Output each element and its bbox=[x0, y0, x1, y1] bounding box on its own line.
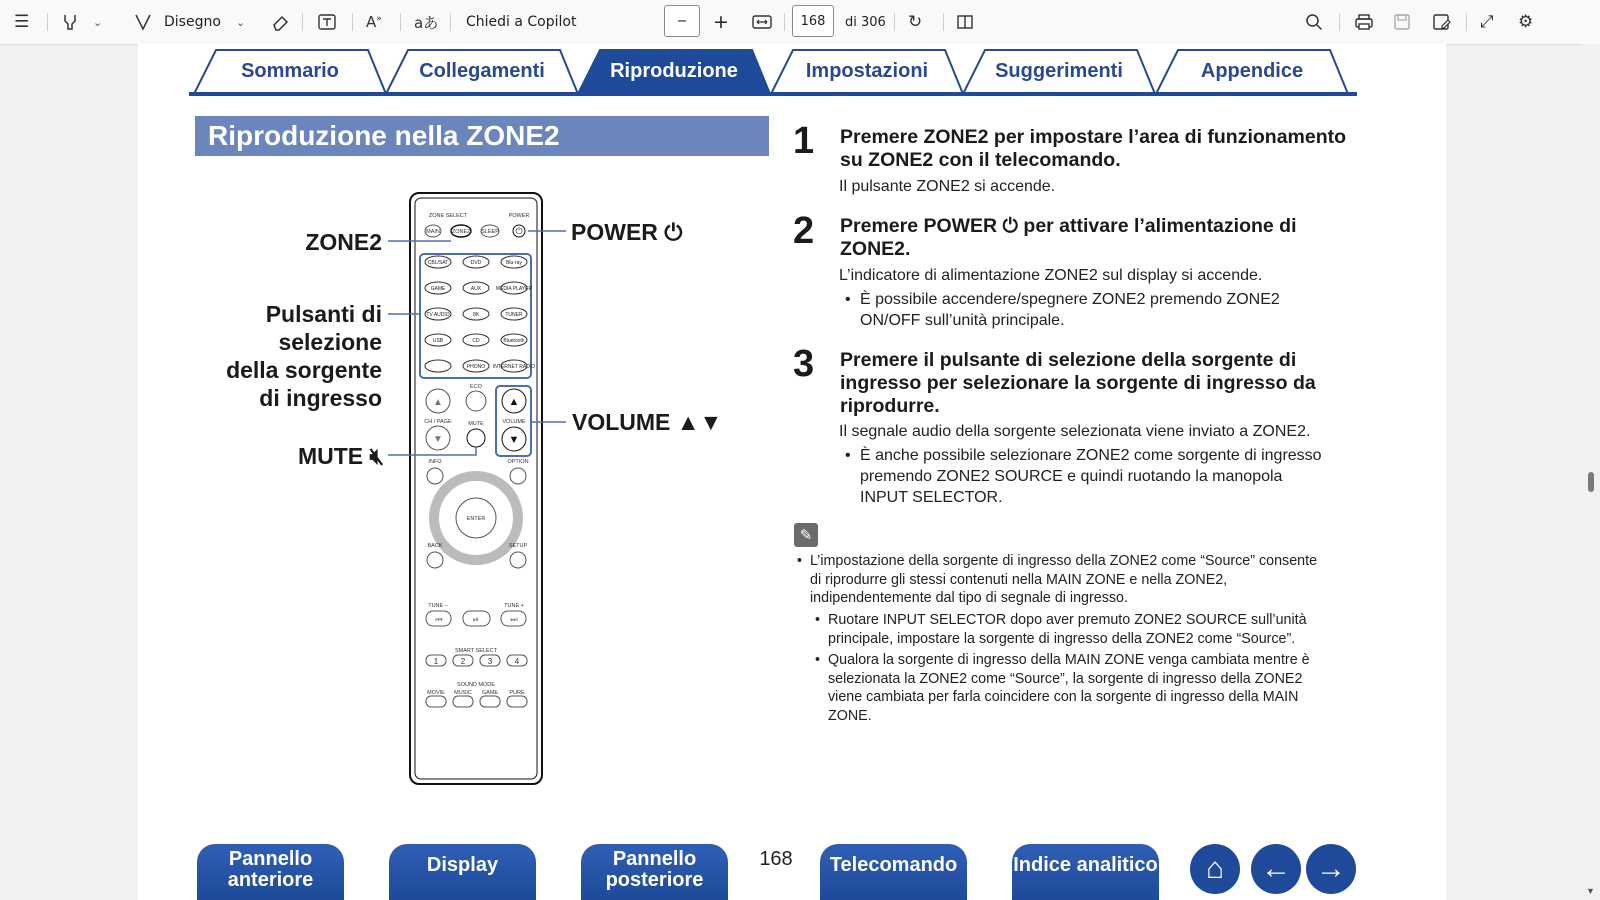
remote-setup-label: SETUP bbox=[508, 543, 528, 549]
note-line: • L’impostazione della sorgente di ingresso della ZONE2 come “Source” consente bbox=[810, 553, 1318, 569]
toolbar-divider bbox=[450, 13, 451, 31]
nav-telecomando-button[interactable]: Telecomando bbox=[820, 844, 967, 900]
nav-pannello-anteriore-button[interactable]: Pannello anteriore bbox=[197, 844, 344, 900]
page-total-label: di 306 bbox=[845, 14, 886, 30]
callout-volume bbox=[572, 408, 722, 436]
note-line: ZONE. bbox=[828, 707, 872, 724]
volume-down-icon: ▼ bbox=[508, 434, 520, 446]
heading-line: ingresso per selezionare la sorgente di ingresso da bbox=[840, 372, 1316, 394]
toolbar-divider bbox=[894, 13, 895, 31]
remote-tune-plus-label: TUNE + bbox=[504, 603, 524, 609]
heading-line: riprodurre. bbox=[840, 395, 940, 417]
save-icon[interactable] bbox=[1393, 0, 1411, 44]
step-bullet bbox=[860, 445, 1322, 508]
remote-smart-select-label: SMART SELECT bbox=[455, 648, 497, 654]
remote-source-label: TV AUDIO bbox=[426, 312, 450, 318]
step-bullet bbox=[860, 289, 1280, 331]
text-box-icon[interactable] bbox=[317, 0, 337, 44]
remote-smart-1: 1 bbox=[433, 657, 439, 666]
print-icon[interactable] bbox=[1354, 0, 1374, 44]
volume-up-icon: ▲ bbox=[508, 396, 520, 408]
note-pencil-icon: ✎ bbox=[794, 523, 818, 547]
skip-forward-icon: ⏭ bbox=[510, 615, 518, 624]
highlight-icon[interactable] bbox=[60, 0, 80, 44]
remote-source-label: Blu-ray bbox=[506, 260, 522, 266]
read-aloud-icon[interactable]: A» bbox=[366, 13, 382, 31]
remote-source-label: INTERNET RADIO bbox=[492, 364, 536, 370]
remote-source-button bbox=[425, 360, 451, 372]
callout-source-buttons bbox=[178, 300, 382, 412]
remote-smart-4: 4 bbox=[514, 657, 520, 666]
remote-source-label: AUX bbox=[470, 286, 482, 292]
tab-riproduzione[interactable]: Riproduzione bbox=[576, 48, 772, 94]
remote-sleep-button: SLEEP bbox=[481, 229, 499, 235]
fit-width-icon[interactable] bbox=[752, 0, 772, 44]
search-icon[interactable] bbox=[1305, 0, 1323, 44]
callout-power bbox=[571, 218, 682, 246]
tab-collegamenti[interactable]: Collegamenti bbox=[384, 48, 580, 94]
remote-source-label: Bluetooth bbox=[503, 338, 525, 344]
remote-volume-label: VOLUME bbox=[502, 419, 526, 425]
remote-source-label: TUNER bbox=[505, 312, 523, 318]
callout-zone2: ZONE2 bbox=[305, 229, 382, 255]
channel-down-icon: ▼ bbox=[433, 434, 443, 445]
zoom-in-button[interactable]: + bbox=[713, 11, 729, 33]
channel-up-icon: ▲ bbox=[433, 397, 443, 408]
page-number-input[interactable]: 168 bbox=[792, 5, 834, 37]
arrow-right-icon[interactable]: → bbox=[1306, 844, 1356, 894]
remote-back-label: BACK bbox=[427, 543, 443, 549]
volume-arrows-icon: ▲▼ bbox=[676, 409, 723, 435]
callout-line: Pulsanti di bbox=[265, 301, 382, 327]
translate-icon[interactable]: aあ bbox=[414, 13, 439, 32]
bullet-line: • È anche possibile selezionare ZONE2 come sorgente di ingresso bbox=[860, 447, 1322, 464]
skip-back-icon: ⏮ bbox=[435, 615, 443, 624]
remote-smart-2: 2 bbox=[460, 657, 466, 666]
callout-mute bbox=[238, 442, 384, 470]
remote-power-label: POWER bbox=[508, 213, 530, 219]
nav-indice-analitico-button[interactable]: Indice analitico bbox=[1012, 844, 1159, 900]
contents-icon[interactable]: ☰ bbox=[14, 12, 30, 32]
rotate-icon[interactable]: ↻ bbox=[908, 12, 923, 32]
callout-mute-text: MUTE bbox=[297, 443, 364, 469]
chevron-down-icon[interactable]: ⌄ bbox=[236, 15, 246, 29]
bullet-line: INPUT SELECTOR. bbox=[860, 489, 1003, 506]
remote-mode-music: MUSIC bbox=[454, 690, 472, 696]
remote-mode-game: GAME bbox=[481, 690, 499, 696]
toolbar-divider bbox=[352, 13, 353, 31]
callout-volume-text: VOLUME bbox=[572, 409, 671, 435]
save-as-icon[interactable] bbox=[1432, 0, 1452, 44]
tab-sommario[interactable]: Sommario bbox=[192, 48, 388, 94]
remote-source-label: CD bbox=[472, 338, 480, 344]
page-number: 168 bbox=[759, 848, 793, 870]
remote-source-label: USB bbox=[432, 338, 444, 344]
heading-line: Premere POWER ⏻ per attivare l’alimentazione di bbox=[840, 215, 1297, 237]
note-main bbox=[810, 552, 1317, 608]
scroll-down-icon[interactable]: ▼ bbox=[1586, 886, 1595, 896]
chevron-down-icon[interactable]: ⌄ bbox=[93, 15, 103, 29]
remote-enter-label: ENTER bbox=[466, 516, 486, 522]
mute-icon: 🔇︎ bbox=[369, 443, 384, 469]
power-icon: ⏻ bbox=[664, 219, 683, 245]
step-body: L’indicatore di alimentazione ZONE2 sul display si accende. bbox=[839, 267, 1263, 284]
note-line: viene cambiata per farla coincidere con la sorgente di ingresso della MAIN bbox=[828, 689, 1299, 705]
remote-tune-minus-label: TUNE – bbox=[428, 603, 448, 609]
copilot-label[interactable]: Chiedi a Copilot bbox=[466, 14, 577, 30]
step-number: 3 bbox=[793, 343, 815, 385]
note-line: di riprodurre gli stessi contenuti nella MAIN ZONE e nella ZONE2, bbox=[810, 571, 1228, 588]
note-line: selezionata la ZONE2 come “Source”, la sorgente di ingresso della ZONE2 bbox=[828, 670, 1303, 687]
fullscreen-icon[interactable]: ⤢ bbox=[1480, 12, 1494, 32]
nav-pannello-posteriore-button[interactable]: Pannello posteriore bbox=[581, 844, 728, 900]
remote-option-label: OPTION bbox=[507, 459, 529, 465]
bullet-line: premendo ZONE2 SOURCE e quindi ruotando la manopola bbox=[860, 468, 1283, 485]
bullet-line: ON/OFF sull’unità principale. bbox=[860, 312, 1065, 329]
draw-label[interactable]: Disegno bbox=[164, 14, 221, 30]
zoom-out-button[interactable]: − bbox=[664, 5, 700, 37]
remote-source-label: GAME bbox=[430, 286, 446, 292]
play-pause-icon: ⏯ bbox=[472, 615, 480, 624]
note-sub bbox=[828, 651, 1310, 725]
page-view-icon[interactable] bbox=[956, 0, 976, 44]
callout-power-text: POWER bbox=[571, 219, 658, 245]
remote-source-label: CBL/SAT bbox=[427, 260, 449, 266]
step-body: Il segnale audio della sorgente selezionata viene inviato a ZONE2. bbox=[839, 423, 1311, 440]
remote-mute-label: MUTE bbox=[468, 421, 484, 427]
toolbar-divider bbox=[47, 13, 48, 31]
callout-line: selezione bbox=[278, 329, 382, 355]
step-heading bbox=[840, 126, 1346, 172]
remote-source-label: MEDIA PLAYER bbox=[495, 286, 533, 292]
callout-line: della sorgente bbox=[226, 357, 382, 383]
scrollbar[interactable] bbox=[1582, 44, 1600, 900]
remote-info-label: INFO bbox=[428, 459, 442, 465]
tab-appendice[interactable]: Appendice bbox=[1154, 48, 1350, 94]
step-heading bbox=[840, 349, 1316, 418]
bullet-line: • È possibile accendere/spegnere ZONE2 premendo ZONE2 bbox=[860, 291, 1280, 308]
remote-sound-mode-label: SOUND MODE bbox=[457, 682, 495, 688]
eraser-icon[interactable] bbox=[270, 0, 290, 44]
remote-source-label: 8K bbox=[472, 312, 480, 318]
nav-display-button[interactable]: Display bbox=[389, 844, 536, 900]
home-icon[interactable]: ⌂ bbox=[1190, 844, 1240, 894]
tab-impostazioni[interactable]: Impostazioni bbox=[769, 48, 965, 94]
power-icon: ⏻ bbox=[515, 226, 523, 236]
note-sub bbox=[828, 611, 1307, 648]
toolbar-divider bbox=[1339, 13, 1340, 31]
toolbar-divider bbox=[943, 13, 944, 31]
settings-icon[interactable]: ⚙ bbox=[1518, 12, 1534, 32]
remote-eco-label: ECO bbox=[470, 384, 482, 390]
remote-source-label: PHONO bbox=[466, 364, 486, 370]
section-title: Riproduzione nella ZONE2 bbox=[195, 116, 769, 156]
scrollbar-thumb[interactable] bbox=[1588, 472, 1594, 492]
remote-source-label: DVD bbox=[470, 260, 482, 266]
note-line: • Ruotare INPUT SELECTOR dopo aver premuto ZONE2 SOURCE sull’unità bbox=[828, 612, 1307, 628]
heading-line: su ZONE2 con il telecomando. bbox=[840, 149, 1121, 171]
remote-mode-pure: PURE bbox=[509, 690, 525, 696]
remote-ch-page-label: CH / PAGE bbox=[424, 419, 452, 425]
pdf-page bbox=[138, 44, 1446, 900]
callout-line: di ingresso bbox=[259, 385, 382, 411]
note-line: indipendentemente dal tipo di segnale di ingresso. bbox=[810, 590, 1128, 606]
step-heading bbox=[840, 215, 1297, 261]
toolbar-divider bbox=[784, 13, 785, 31]
heading-line: Premere il pulsante di selezione della sorgente di bbox=[840, 349, 1297, 371]
note-line: • Qualora la sorgente di ingresso della MAIN ZONE venga cambiata mentre è bbox=[828, 652, 1310, 668]
remote-zone-select-label: ZONE SELECT bbox=[428, 213, 468, 219]
pdf-toolbar bbox=[0, 0, 1600, 45]
step-body: Il pulsante ZONE2 si accende. bbox=[839, 178, 1056, 195]
toolbar-divider bbox=[1466, 13, 1467, 31]
remote-smart-3: 3 bbox=[487, 657, 493, 666]
note-line: principale, impostare la sorgente di ingresso della ZONE2 come “Source”. bbox=[828, 630, 1296, 647]
toolbar-divider bbox=[400, 13, 401, 31]
remote-mode-movie: MOVIE bbox=[427, 690, 445, 696]
remote-zone2-button: ZONE2 bbox=[451, 229, 471, 235]
remote-main-button: MAIN bbox=[426, 229, 440, 235]
arrow-left-icon[interactable]: ← bbox=[1251, 844, 1301, 894]
draw-icon[interactable] bbox=[134, 0, 152, 44]
step-number: 1 bbox=[793, 120, 815, 162]
heading-line: Premere ZONE2 per impostare l’area di funzionamento bbox=[840, 126, 1347, 148]
step-number: 2 bbox=[793, 210, 815, 252]
toolbar-divider bbox=[302, 13, 303, 31]
heading-line: ZONE2. bbox=[840, 238, 911, 260]
tab-suggerimenti[interactable]: Suggerimenti bbox=[961, 48, 1157, 94]
